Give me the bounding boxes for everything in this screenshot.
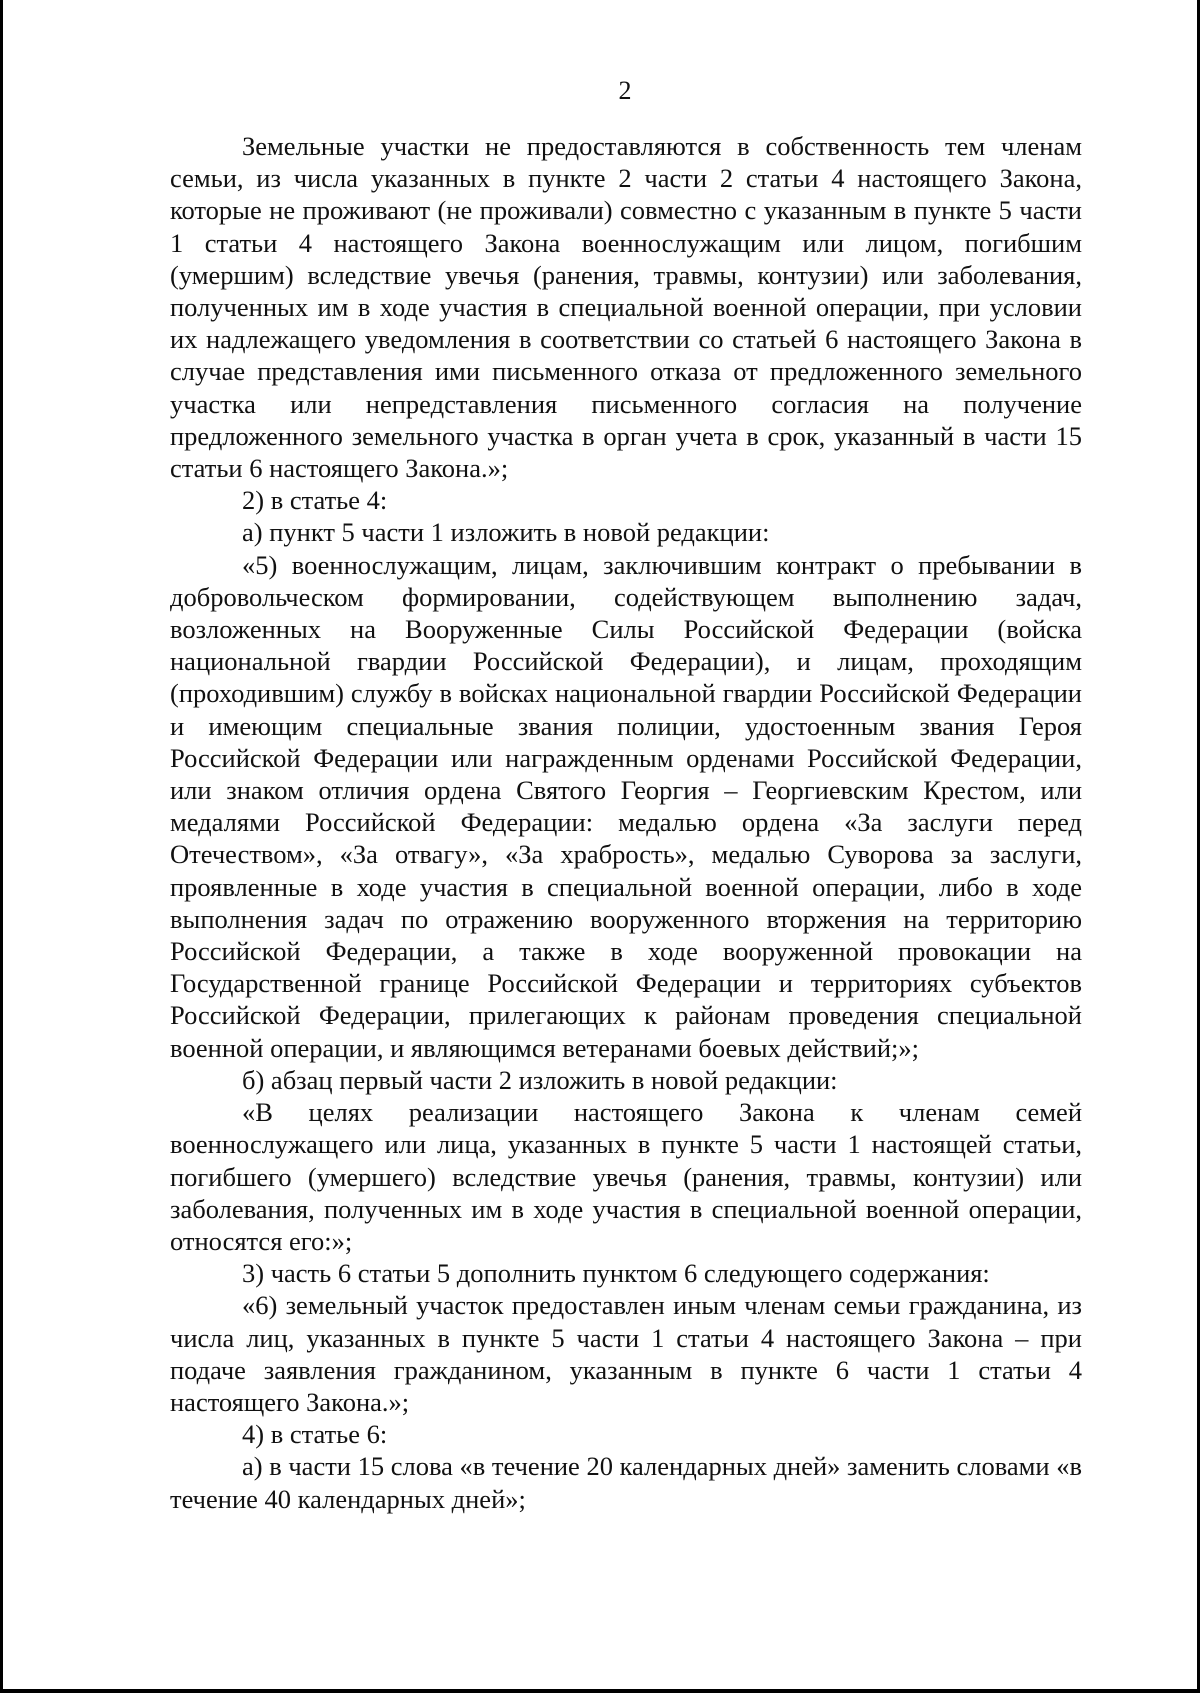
document-body	[170, 130, 1082, 1515]
paragraph-family-members: «В целях реализации настоящего Закона к членам семей военнослужащего или лица, указанных в пункте 5 части 1 настоящей статьи, погибшего (умершего) вследствие увечья (ранения, травмы, контузии) или заболевания, полученных им в ходе участия в специальной военной операции, относятся его:»;	[170, 1097, 1082, 1256]
paragraph-land-plots-not-granted: Земельные участки не предоставляются в собственность тем членам семьи, из числа указанных в пункте 2 части 2 статьи 4 настоящего Закона, которые не проживают (не проживали) совместно с указанным в пункте 5 части 1 статьи 4 настоящего Закона военнослужащим или лицом, погибшим (умершим) вследствие увечья (ранения, травмы, контузии) или заболевания, полученных им в ходе участия в специальной военной операции, при условии их надлежащего уведомления в соответствии со статьей 6 настоящего Закона в случае представления ими письменного отказа от предложенного земельного участка или непредставления письменного согласия на получение предложенного земельного участка в орган учета в срок, указанный в части 15 статьи 6 настоящего Закона.»;	[170, 131, 1082, 484]
page-number: 2	[618, 76, 632, 105]
scan-edge-bottom	[0, 1689, 1200, 1693]
paragraph-item-4a: а) в части 15 слова «в течение 20 календарных дней» заменить словами «в течение 40 календарных дней»;	[170, 1451, 1082, 1514]
paragraph-item-6-content: «6) земельный участок предоставлен иным членам семьи гражданина, из числа лиц, указанных в пункте 5 части 1 статьи 4 настоящего Закона – при подаче заявления гражданином, указанным в пункте 6 части 1 статьи 4 настоящего Закона.»;	[170, 1290, 1082, 1417]
paragraph-item-2b: б) абзац первый части 2 изложить в новой редакции:	[242, 1064, 838, 1095]
paragraph-item-2a: а) пункт 5 части 1 изложить в новой редакции:	[242, 517, 770, 548]
paragraph-item-2: 2) в статье 4:	[242, 485, 388, 516]
scan-edge-left	[0, 0, 3, 1693]
paragraph-item-4: 4) в статье 6:	[242, 1419, 388, 1450]
paragraph-item-3: 3) часть 6 статьи 5 дополнить пунктом 6 следующего содержания:	[242, 1258, 990, 1289]
paragraph-item-5-new-edition: «5) военнослужащим, лицам, заключившим контракт о пребывании в добровольческом формировании, содействующем выполнению задач, возложенных на Вооруженные Силы Российской Федерации (войска национальной гвардии Российской Федерации), и лицам, проходящим (проходившим) службу в войсках национальной гвардии Российской Федерации и имеющим специальные звания полиции, удостоенным звания Героя Российской Федерации или награжденным орденами Российской Федерации, или знаком отличия ордена Святого Георгия – Георгиевским Крестом, или медалями Российской Федерации: медалью ордена «За заслуги перед Отечеством», «За отвагу», «За храбрость», медалью Суворова за заслуги, проявленные в ходе участия в специальной военной операции, либо в ходе выполнения задач по отражению вооруженного вторжения на территорию Российской Федерации, а также в ходе вооруженной провокации на Государственной границе Российской Федерации и территориях субъектов Российской Федерации, прилегающих к районам проведения специальной военной операции, и являющимся ветеранами боевых действий;»;	[170, 549, 1082, 1063]
